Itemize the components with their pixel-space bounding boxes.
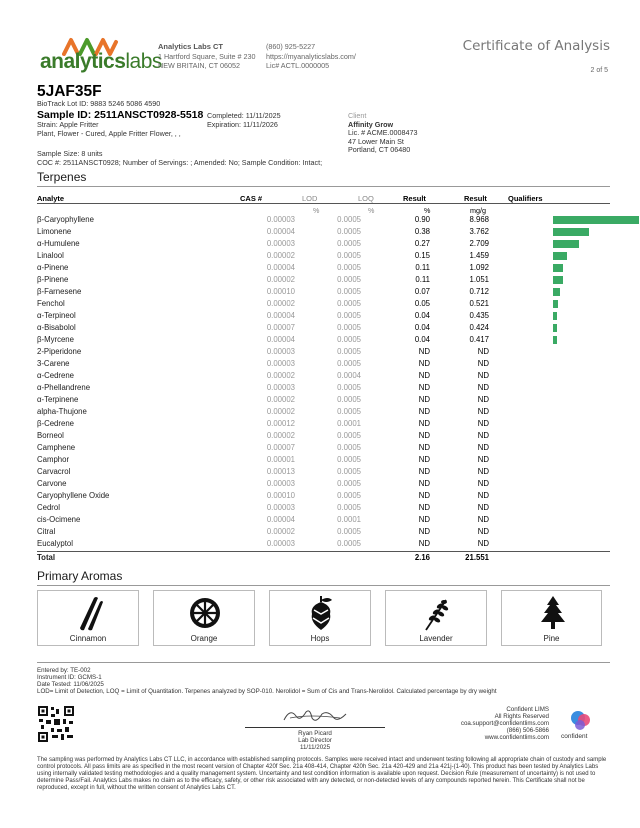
- lod-value: 0.00003: [266, 347, 295, 356]
- confident-logo-icon: [570, 710, 592, 732]
- result-pct: ND: [418, 431, 430, 440]
- lod-value: 0.00001: [266, 455, 295, 464]
- table-row: [37, 250, 610, 262]
- analyte-name: cis-Ocimene: [37, 515, 81, 524]
- result-mg: ND: [477, 407, 489, 416]
- result-pct: ND: [418, 407, 430, 416]
- disclaimer: The sampling was performed by Analytics Labs CT LLC, in accordance with established sampling protocols. Samples were received intact and underwent testing following all appropriate chain of custody and sample control protocols. All pass limits are as specified in the most recent version of Chapter 420f Sec. 21a 408-414, Chapter 420h Sec. 21a 420-429 and 21a 421j-(1-40). This product has been tested by Analytics Labs using internally validated testing methodologies and a quality management system. Uncertainty and test condition information is available upon request. Decision Rule (measurement of uncertainty) is not used to determine Pass/Fail. Analytics Labs makes no claim as to the efficacy, safety, or other risk associated with any detected, or non-detected levels of any compounds reported herein. This Certificate shall not be reproduced, except in full, without the written consent of Analytics Labs CT.: [37, 757, 607, 791]
- loq-value: 0.0005: [337, 479, 361, 488]
- result-mg: 2.709: [469, 239, 489, 248]
- divider: [37, 585, 610, 586]
- analyte-name: Limonene: [37, 227, 72, 236]
- sample-dates: Completed: 11/11/2025 Expiration: 11/11/2026: [207, 111, 281, 129]
- analyte-name: β-Farnesene: [37, 287, 82, 296]
- result-pct: 0.07: [414, 287, 430, 296]
- cinnamon-icon: [72, 594, 106, 632]
- loq-value: 0.0005: [337, 491, 361, 500]
- test-metadata: Entered by: TE-002 Instrument ID: GCMS-1 Date Tested: 11/06/2025 LOD= Limit of Detection, LOQ = Limit of Quantitation. Terpenes analyzed by SOP-010. Nerolidol = Sum of Cis and Trans-Nerolidol. Calculated percentage by dry weight: [37, 667, 497, 696]
- result-mg: ND: [477, 527, 489, 536]
- lod-value: 0.00007: [266, 323, 295, 332]
- result-mg: ND: [477, 347, 489, 356]
- result-pct: ND: [418, 383, 430, 392]
- result-mg: 1.051: [469, 275, 489, 284]
- col-header-result-pct: Result: [403, 194, 426, 203]
- table-row: [37, 466, 610, 478]
- result-pct: ND: [418, 395, 430, 404]
- loq-value: 0.0001: [337, 419, 361, 428]
- loq-value: 0.0005: [337, 359, 361, 368]
- loq-value: 0.0005: [337, 347, 361, 356]
- result-bar: [553, 288, 560, 296]
- lod-value: 0.00002: [266, 299, 295, 308]
- col-header-analyte: Analyte: [37, 194, 65, 203]
- table-row: [37, 286, 610, 298]
- table-row: [37, 430, 610, 442]
- table-row: [37, 526, 610, 538]
- result-pct: 0.27: [414, 239, 430, 248]
- result-mg: ND: [477, 515, 489, 524]
- loq-value: 0.0005: [337, 407, 361, 416]
- table-row: [37, 358, 610, 370]
- col-header-lod: LOD: [302, 194, 318, 203]
- table-row: [37, 298, 610, 310]
- result-mg: 1.092: [469, 263, 489, 272]
- analyte-name: Camphene: [37, 443, 76, 452]
- lod-value: 0.00010: [266, 491, 295, 500]
- lod-value: 0.00002: [266, 395, 295, 404]
- analyte-name: Citral: [37, 527, 56, 536]
- loq-value: 0.0005: [337, 263, 361, 272]
- col-header-loq: LOQ: [358, 194, 374, 203]
- analyte-name: α-Humulene: [37, 239, 80, 248]
- result-mg: 0.435: [469, 311, 489, 320]
- result-pct: 0.04: [414, 323, 430, 332]
- lod-value: 0.00004: [266, 263, 295, 272]
- table-row: [37, 346, 610, 358]
- result-mg: 0.417: [469, 335, 489, 344]
- confident-logo: [561, 710, 601, 742]
- total-divider: [37, 551, 610, 552]
- aroma-label: Orange: [190, 634, 218, 643]
- result-pct: 0.04: [414, 335, 430, 344]
- result-pct: ND: [418, 515, 430, 524]
- lims-website-link[interactable]: www.confidentlims.com: [484, 734, 549, 742]
- sample-size: Sample Size: 8 units COC #: 2511ANSCT0928; Number of Servings: ; Amended: No; Sample Condition: Intact;: [37, 149, 323, 167]
- result-bar: [553, 240, 579, 248]
- lod-value: 0.00002: [266, 251, 295, 260]
- result-mg: 0.521: [469, 299, 489, 308]
- page-number: 2 of 5: [590, 67, 608, 74]
- sample-code: 5JAF35F: [37, 83, 102, 100]
- result-pct: 0.04: [414, 311, 430, 320]
- result-pct: 0.11: [415, 275, 430, 284]
- table-row: [37, 238, 610, 250]
- unit-result-mg: mg/g: [470, 206, 486, 215]
- lod-value: 0.00002: [266, 275, 295, 284]
- section-title-aromas: Primary Aromas: [37, 569, 123, 583]
- lod-value: 0.00002: [266, 407, 295, 416]
- sample-strain: Strain: Apple Fritter Plant, Flower - Cured, Apple Fritter Flower, , ,: [37, 120, 181, 138]
- result-mg: ND: [477, 383, 489, 392]
- lod-value: 0.00002: [266, 431, 295, 440]
- hops-icon: [304, 594, 338, 632]
- table-row: [37, 442, 610, 454]
- result-mg: ND: [477, 371, 489, 380]
- aroma-card-pine: [501, 590, 602, 646]
- result-pct: ND: [418, 467, 430, 476]
- loq-value: 0.0005: [337, 539, 361, 548]
- col-header-cas: CAS #: [240, 194, 263, 203]
- table-header-divider: [37, 203, 610, 204]
- aroma-card-cinnamon: [37, 590, 139, 646]
- director-signature: [280, 706, 350, 726]
- loq-value: 0.0005: [337, 431, 361, 440]
- loq-value: 0.0005: [337, 395, 361, 404]
- analyte-name: β-Cedrene: [37, 419, 74, 428]
- result-bar: [553, 324, 557, 332]
- result-bar: [553, 252, 567, 260]
- total-label: Total: [37, 553, 56, 562]
- table-row: [37, 226, 610, 238]
- table-row: [37, 214, 610, 226]
- table-row: [37, 310, 610, 322]
- analyte-name: Carvone: [37, 479, 67, 488]
- table-row: [37, 406, 610, 418]
- signature-icon: [280, 706, 350, 726]
- table-row: [37, 334, 610, 346]
- result-mg: ND: [477, 359, 489, 368]
- loq-value: 0.0005: [337, 275, 361, 284]
- lavender-icon: [420, 594, 454, 632]
- lims-email-link[interactable]: coa.support@confidentlims.com: [460, 720, 549, 728]
- table-row: [37, 490, 610, 502]
- table-row: [37, 394, 610, 406]
- table-row: [37, 502, 610, 514]
- divider: [37, 186, 610, 187]
- loq-value: 0.0005: [337, 251, 361, 260]
- result-mg: ND: [477, 443, 489, 452]
- result-mg: ND: [477, 539, 489, 548]
- lab-contact: (860) 925-5227 https://myanalyticslabs.com/ Lic# ACTL.0000005: [266, 42, 356, 71]
- loq-value: 0.0005: [337, 527, 361, 536]
- lod-value: 0.00012: [266, 419, 295, 428]
- lod-value: 0.00003: [266, 215, 295, 224]
- result-pct: ND: [418, 491, 430, 500]
- result-bar: [553, 312, 557, 320]
- result-bar: [553, 276, 563, 284]
- result-pct: 0.90: [414, 215, 430, 224]
- result-mg: ND: [477, 503, 489, 512]
- table-row: [37, 454, 610, 466]
- lod-value: 0.00013: [266, 467, 295, 476]
- lab-address: Analytics Labs CT 1 Hartford Square, Suite # 230 NEW BRITAIN, CT 06052: [158, 42, 256, 71]
- result-pct: 0.15: [414, 251, 430, 260]
- result-bar: [553, 300, 558, 308]
- lod-value: 0.00003: [266, 539, 295, 548]
- qr-code[interactable]: [37, 705, 75, 743]
- loq-value: 0.0005: [337, 323, 361, 332]
- lod-value: 0.00004: [266, 311, 295, 320]
- unit-lod: %: [313, 206, 320, 215]
- loq-value: 0.0005: [337, 287, 361, 296]
- result-bar: [553, 264, 563, 272]
- analyte-name: β-Caryophyllene: [37, 215, 94, 224]
- analyte-name: α-Pinene: [37, 263, 69, 272]
- analyte-name: β-Myrcene: [37, 335, 74, 344]
- table-row: [37, 538, 610, 550]
- client-info: Client Affinity Grow Lic. # ACME.0008473 47 Lower Main St Portland, CT 06480: [348, 111, 418, 155]
- qr-code-icon: [37, 705, 75, 743]
- analyte-name: Linalool: [37, 251, 64, 260]
- lod-value: 0.00003: [266, 503, 295, 512]
- col-header-qualifiers: Qualifiers: [508, 194, 543, 203]
- result-mg: ND: [477, 467, 489, 476]
- lod-value: 0.00003: [266, 383, 295, 392]
- divider: [37, 662, 610, 663]
- aroma-label: Lavender: [419, 634, 453, 643]
- pine-icon: [536, 594, 570, 632]
- table-row: [37, 478, 610, 490]
- loq-value: 0.0005: [337, 299, 361, 308]
- unit-result-pct: %: [424, 206, 431, 215]
- result-pct: 0.38: [414, 227, 430, 236]
- analyte-name: 2-Piperidone: [37, 347, 82, 356]
- document-title: Certificate of Analysis: [462, 38, 610, 54]
- aroma-card-hops: [269, 590, 371, 646]
- lod-value: 0.00007: [266, 443, 295, 452]
- confident-logo-text: confident: [561, 733, 588, 740]
- result-mg: ND: [477, 479, 489, 488]
- analyte-name: Eucalyptol: [37, 539, 73, 548]
- lod-value: 0.00004: [266, 335, 295, 344]
- lod-value: 0.00003: [266, 479, 295, 488]
- result-bar: [553, 216, 639, 224]
- result-pct: ND: [418, 503, 430, 512]
- section-title-terpenes: Terpenes: [37, 170, 87, 184]
- analyte-name: α-Terpineol: [37, 311, 76, 320]
- biotrack-lot-id: BioTrack Lot ID: 9883 5246 5086 4590: [37, 99, 161, 108]
- loq-value: 0.0005: [337, 443, 361, 452]
- result-mg: ND: [477, 431, 489, 440]
- analyte-name: α-Phellandrene: [37, 383, 91, 392]
- analyte-name: Fenchol: [37, 299, 65, 308]
- aroma-card-orange: [153, 590, 255, 646]
- total-mg: 21.551: [465, 553, 489, 562]
- loq-value: 0.0005: [337, 467, 361, 476]
- signature-line: [245, 727, 385, 728]
- loq-value: 0.0005: [337, 227, 361, 236]
- result-pct: ND: [418, 539, 430, 548]
- lod-value: 0.00004: [266, 515, 295, 524]
- result-pct: ND: [418, 527, 430, 536]
- result-pct: ND: [418, 455, 430, 464]
- loq-value: 0.0005: [337, 455, 361, 464]
- lod-value: 0.00002: [266, 527, 295, 536]
- logo-wordmark: analyticslabs: [40, 50, 162, 73]
- lims-info: Confident LIMS All Rights Reserved coa.support@confidentlims.com (866) 506-5866 www.confidentlims.com: [460, 706, 549, 742]
- orange-icon: [188, 594, 222, 632]
- result-bar: [553, 336, 557, 344]
- result-pct: ND: [418, 419, 430, 428]
- lod-value: 0.00010: [266, 287, 295, 296]
- analyte-name: Carvacrol: [37, 467, 71, 476]
- analyte-name: Camphor: [37, 455, 70, 464]
- result-pct: ND: [418, 359, 430, 368]
- table-row: [37, 274, 610, 286]
- analyte-name: α-Terpinene: [37, 395, 79, 404]
- analyte-name: Caryophyllene Oxide: [37, 491, 110, 500]
- unit-loq: %: [368, 206, 375, 215]
- result-pct: 0.05: [414, 299, 430, 308]
- analyte-name: α-Bisabolol: [37, 323, 76, 332]
- lod-value: 0.00003: [266, 359, 295, 368]
- table-row: [37, 322, 610, 334]
- result-pct: ND: [418, 347, 430, 356]
- table-row: [37, 418, 610, 430]
- aroma-label: Hops: [310, 634, 330, 643]
- loq-value: 0.0005: [337, 383, 361, 392]
- result-mg: 8.968: [469, 215, 489, 224]
- result-pct: 0.11: [415, 263, 430, 272]
- table-row: [37, 370, 610, 382]
- result-bar: [553, 228, 589, 236]
- loq-value: 0.0001: [337, 515, 361, 524]
- analyte-name: Cedrol: [37, 503, 60, 512]
- loq-value: 0.0005: [337, 335, 361, 344]
- loq-value: 0.0005: [337, 239, 361, 248]
- result-mg: 1.459: [469, 251, 489, 260]
- analyte-name: alpha-Thujone: [37, 407, 87, 416]
- total-pct: 2.16: [414, 553, 430, 562]
- table-row: [37, 514, 610, 526]
- result-pct: ND: [418, 371, 430, 380]
- loq-value: 0.0005: [337, 503, 361, 512]
- analyte-name: α-Cedrene: [37, 371, 75, 380]
- result-mg: 0.712: [469, 287, 489, 296]
- sample-id: Sample ID: 2511ANSCT0928-5518: [37, 109, 204, 121]
- table-row-total: [37, 552, 610, 564]
- lod-value: 0.00003: [266, 239, 295, 248]
- analyte-name: Borneol: [37, 431, 64, 440]
- table-row: [37, 262, 610, 274]
- aroma-card-lavender: [385, 590, 487, 646]
- analyte-name: β-Pinene: [37, 275, 69, 284]
- result-mg: ND: [477, 491, 489, 500]
- lod-value: 0.00002: [266, 371, 295, 380]
- result-mg: 3.762: [469, 227, 489, 236]
- loq-value: 0.0004: [337, 371, 361, 380]
- analyte-name: 3-Carene: [37, 359, 70, 368]
- result-mg: ND: [477, 395, 489, 404]
- loq-value: 0.0005: [337, 215, 361, 224]
- result-mg: ND: [477, 455, 489, 464]
- lod-value: 0.00004: [266, 227, 295, 236]
- result-mg: 0.424: [469, 323, 489, 332]
- aroma-label: Cinnamon: [69, 634, 107, 643]
- col-header-result-mg: Result: [464, 194, 487, 203]
- aroma-label: Pine: [543, 634, 560, 643]
- result-pct: ND: [418, 443, 430, 452]
- lab-website-link[interactable]: https://myanalyticslabs.com/: [266, 51, 356, 61]
- result-mg: ND: [477, 419, 489, 428]
- table-row: [37, 382, 610, 394]
- loq-value: 0.0005: [337, 311, 361, 320]
- result-pct: ND: [418, 479, 430, 488]
- signer-info: Ryan Picard Lab Director 11/11/2025: [298, 730, 332, 752]
